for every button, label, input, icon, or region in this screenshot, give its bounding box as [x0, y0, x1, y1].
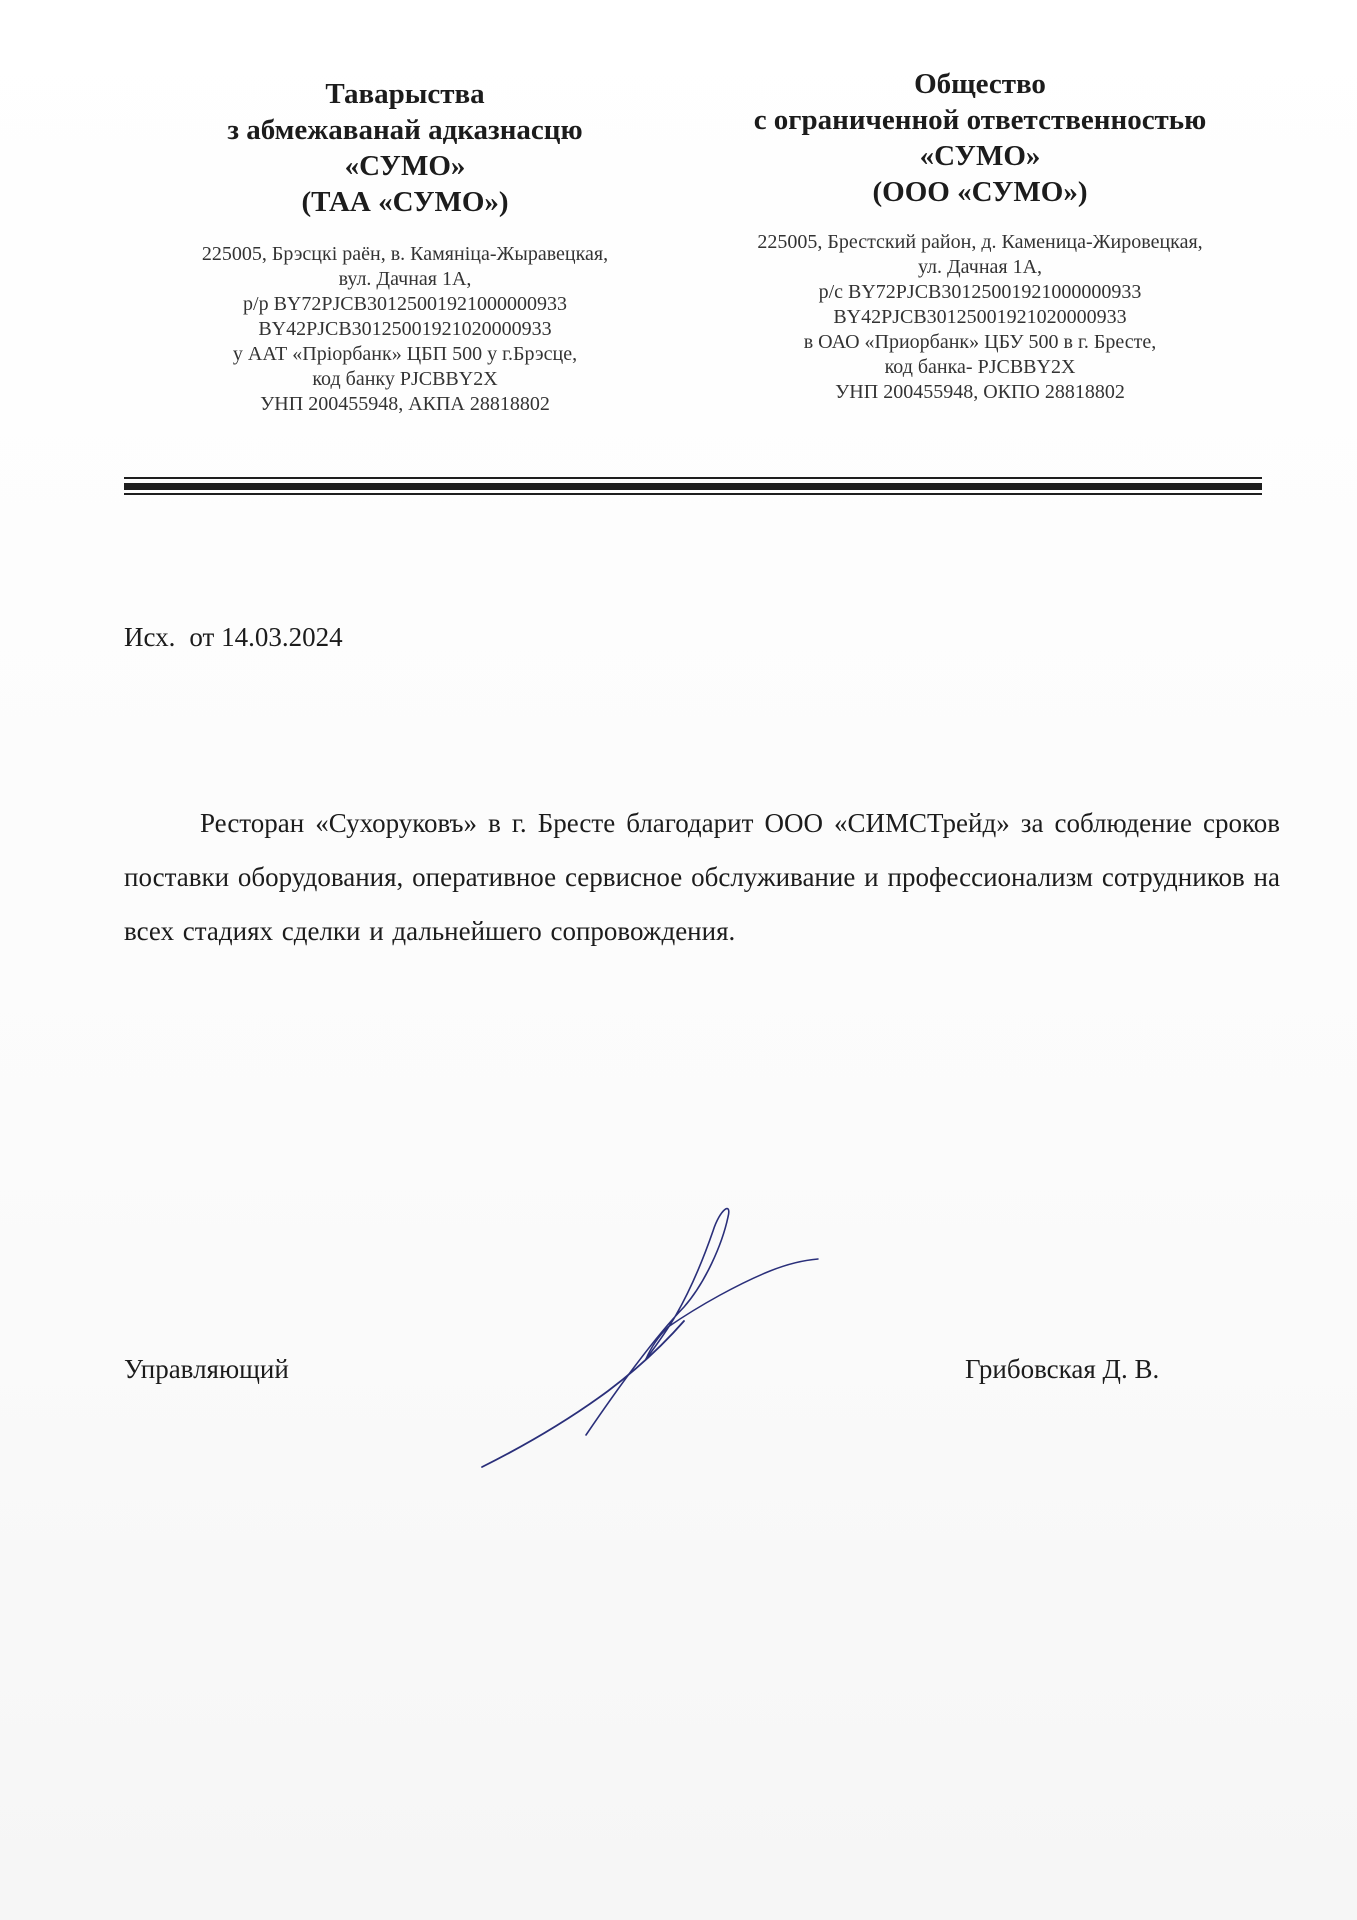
handwritten-signature: [470, 1195, 850, 1485]
company-name-line: Общество: [914, 68, 1046, 100]
bank-line: в ОАО «Приорбанк» ЦБУ 500 в г. Бресте,: [803, 331, 1157, 353]
signature-strokes: [482, 1209, 818, 1467]
letterhead-belarusian: [150, 76, 660, 417]
account-line: BY42PJCB30125001921020000933: [258, 318, 552, 340]
account-line: р/с BY72PJCB30125001921000000933: [818, 281, 1142, 303]
letterhead-russian: [690, 66, 1270, 405]
address-line: 225005, Брестский район, д. Каменица-Жировецкая,: [757, 231, 1203, 253]
company-name-belarusian: [150, 76, 660, 220]
company-name-line: з абмежаванай адказнасцю: [227, 114, 583, 146]
address-line: 225005, Брэсцкі раён, в. Камяніца-Жыравецкая,: [201, 243, 609, 265]
company-name-line: «СУМО»: [344, 150, 466, 182]
letterhead-divider-bottom: [124, 493, 1262, 495]
company-name-russian: [690, 66, 1270, 210]
address-line: ул. Дачная 1А,: [917, 256, 1043, 278]
registration-line: УНП 200455948, АКПА 28818802: [260, 393, 550, 415]
letter-body: Ресторан «Сухоруковъ» в г. Бресте благодарит ООО «СИМСТрейд» за соблюдение сроков поставки оборудования, оперативное сервисное обслуживание и профессионализм сотрудников на всех стадиях сделки и дальнейшего сопровождения.: [124, 808, 1280, 946]
letterhead-divider: [124, 483, 1262, 490]
company-name-line: (ООО «СУМО»): [872, 176, 1088, 208]
letterhead-divider-top: [124, 477, 1262, 479]
company-name-line: (ТАА «СУМО»): [301, 186, 509, 218]
signature-stroke: [586, 1209, 729, 1435]
address-line: вул. Дачная 1А,: [338, 268, 472, 290]
reference-date: от 14.03.2024: [189, 622, 343, 652]
company-details-belarusian: [150, 242, 660, 417]
bank-code-line: код банка- PJCBBY2X: [884, 356, 1076, 378]
registration-line: УНП 200455948, ОКПО 28818802: [835, 381, 1125, 403]
bank-line: у ААТ «Пріорбанк» ЦБП 500 у г.Брэсце,: [232, 343, 578, 365]
signatory-name: Грибовская Д. В.: [965, 1354, 1160, 1384]
reference-prefix: Исх.: [124, 622, 176, 652]
company-name-line: «СУМО»: [919, 140, 1041, 172]
signatory-role: Управляющий: [124, 1354, 289, 1384]
company-name-line: с ограниченной ответственностью: [753, 104, 1207, 136]
account-line: р/р BY72PJCB30125001921000000933: [243, 293, 567, 315]
company-details-russian: [690, 230, 1270, 405]
account-line: BY42PJCB30125001921020000933: [833, 306, 1127, 328]
bank-code-line: код банку PJCBBY2X: [312, 368, 498, 390]
signature-stroke: [646, 1259, 818, 1359]
company-name-line: Таварыства: [325, 78, 485, 110]
outgoing-reference: [124, 620, 343, 654]
